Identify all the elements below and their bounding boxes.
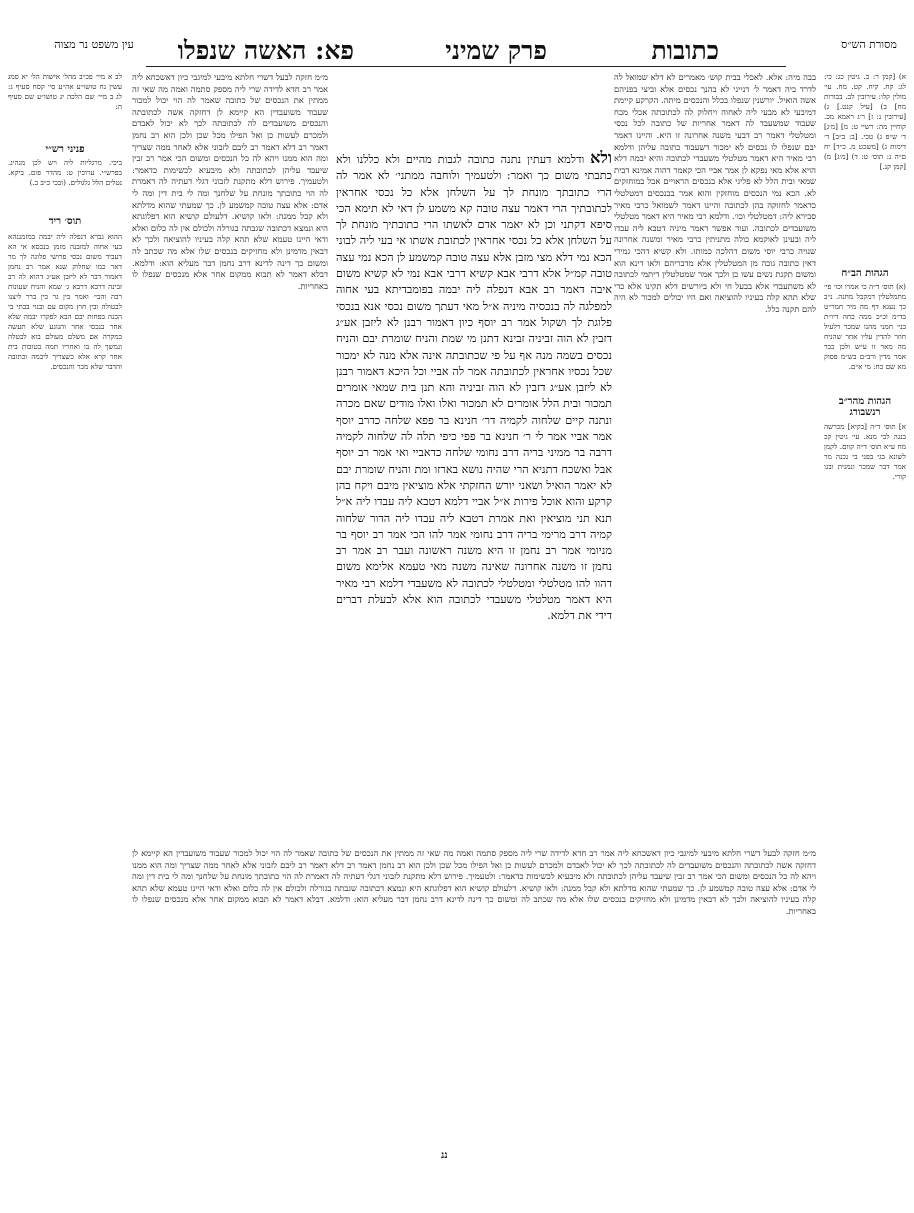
header-tractate: כתובות	[651, 36, 719, 65]
gemara-main-text	[336, 150, 612, 842]
header-ein-mishpat: עין משפט נר מצוה	[54, 38, 134, 51]
tosafot-commentary	[614, 72, 816, 842]
header-masoret: מסורת הש״ס	[841, 38, 897, 51]
gemara-body: ודלמא דעתין נתנה כתובה לגבות מהיים ולא כללנו ולא כתבתי משום כך ואמר: ולטעמיך ולוחבה ממתני׳ לא אמר לה הרי כתובתך מונחת לך על השלחן אלא כל נכסי אחראין לכתובתיך הרי דאמר עצה טובה קא משמע לן דאי לא תימא הכי סיפא דקתני וכן לא יאמר אדם לאשתו הרי כתובתיך מונחת לך על השלחן אלא כל נכסי אחראין לכתובת אשתו אי בעי ליה לבוני הכא נמי דלא מצי מזבן אלא עצה טובה קמשמע לן הכא נמי עצה טובה קמ״ל אלא דרבי אבא קשיא דרבי אבא נמי לא קשיא משום איבה דאמר רב אבא דנפלה ליה יבמה בפומבדיתא בעי אחוה למפלגה לה בנכסיה מיניה א״ל מאי דעתך משום נכסי אנא בנכסי פלוגת לך ושקול אמר רב יוסף כיון דאמור רבנן לא ליזבן אע״ג דזבין לא הוה זביניה זבינא דתנן מי שמת והניח שומרת יבם והניח נכסים בשמה מנה אף על פי שכתובתה אינה אלא מנה לא ימכור שכל נכסיו אחראין לכתובתה אמר לה אביי וכל היכא דאמור רבנן לא ליזבן אע״ג דזבין לא הוה זביניה והא תנן בית שמאי אומרים תמכור ובית הלל אומרים לא תמכור ואלו ואלו מודים שאם מכרה ונתנה קיים שלחוה לקמיה דר׳ חנינא בר פפא שלחה כדרב יוסף אמר אביי אמר לי ר׳ חנינא בר פפי כיפי תלה לה שלחוה לקמיה דרבה בר ממיני בריה דרב נחומי שלחה כדאביי ואי אמר רב יוסף אבל ואשכח דתניא הרי שהיה נושא בארזו ומת והניח שומרת יבם לא יאמר הואיל ושאני יורש החזקתי אלא מוציאין מיבם ויקח בהן קרקע והוא אוכל פירות א״ל אביי דלמא דטבא ליה עבדו ליה א״ל תנא תני מוציאין ואת אמרת דטבא ליה עבדו ליה הדור שלחוה קמיה דרב מרימי בריה דרב נחומי אמר להו הכי אמר רב יוסף בר מניומי אמר רב נחמן זו היא משנה ראשונה ועבר רב אמר רב נחמן זו משנה אחרונה שאינה משנה מאי טעמא אלימא משום דהוו להו מטלטלי ומטלטלי לכתובה לא משעבדי דלמא רבי מאיר היא דאמר מטלטלי משעבדי לכתובה הוא אלא לבעלת דברים דידי את דלמא.	[336, 153, 612, 623]
gemara-opening-word: ולא	[590, 150, 612, 167]
tosafot-rid-title: תוס׳ ריד	[48, 216, 82, 227]
hagahot-maharatz-title: הגהות מהר״ב רנשבורג	[838, 396, 892, 418]
rashi-commentary	[132, 72, 328, 842]
hagahot-bach-title: הגהות הב״ח	[841, 268, 889, 279]
rashi-pearls-text: ביכי. מרגליות ליה ויש לכן מנהיג. בפרש״י. ערוכין ט: מהדר פום. ביקא. נטלים הלל גלגולים. (ובכי כ״ב ב.)	[8, 158, 122, 187]
bottom-commentary-text: מ״מ חזקה לבעל דשרי חלתא מיבעי למיגבי כיון דאשכחא ליה אמר רב חדא לדידה שרי ליה מספק סתמה ואמה מה שאי זה ממתין את הנכסים של כתובה שאמר לה הוי יכול למכור שעבוד משועבדין הא קיימא לן דחזקה אשה לכתובתה והנכסים משועבדים לה לכתובתה לכך לא יכול לאבדם ולמכרם לעשות כן ואל הפילו מכל שכן ולכן הוא רב נחמן דאמר רב דלא דאמר רב ליבם לזבוני אלא לאחר ממה שצריך ומה הוא ממנו ויהא לה כל הנכסים ומשום הכי אמר רב זבין שיעבד עליהן לכתובתה ולא מיבעיא לכשימות כדאמר: ולטעמיך. פירוש דלא מתקנת לזבוני דגלי דעתיה לה דאמרת לה הוי כתובתך מונחת על שלחנך ומה לי בית דין ומה לי אדם: אלא עצה טובה קמשמע לן. כך שמעתי שהוא מדלתא ולא קבל ממנה: ולאו קושיא. דלעולם קושיא הוא דפלוגתא היא ונמצא דכתובה שגבתה בגורלה ולכולם אין לה כלום ואלא ודאי היינו טעמא שלא תהא קלה בעיניו להוציאה ולכך לא דבאין מדמינן ולא מחזיקים בנכסים שלו אלא מה שכתב לה ומשום כך דינה לדינא דרב נחמן דבר מעליא הוא: ודלמא. דבלא דאמר לא תבוא ממקום אחר אלא מנכסים שנפלו לו באחריות.	[132, 848, 816, 916]
masoret-hashas-text: א) [קמן ר: כ. גיטין כג: כי: לג: קח. קיח. קט. מח. עי׳ מולין קלו: עירובין לב. בכורות מח] ב) [עיל קנט.] ג) [עירובין נ: ז] ר׳ג ראמא מכ. קוחיין מה: רשיי ט: מ] [מ׳ג] ד׳ ש״פ ג) טכי. [ב: ב״ב] ד׳ דימות ג) [משכט מ. כ״ד] יח ם״ה נ: תוס׳ ט: ד) [מ׳ג] מ) [קמן קנ.]	[824, 72, 906, 171]
hagahot-bach-text: (א) תוס׳ ד״ה כי אמרו וכו׳ פי׳ מתמלטלין דמקבל מחנה. נ״ב כך נעגא דף מה מיר חמר״ט בד״מ וכ״כ ממה כחה דיו״ת בני׳ חמני מהנו שמכר דלעיל חוזר להדין עליו אחר שהניח מה מאר זו ע״ש ולכן כבר אמר מדין ורב״ם בש״מ פסוק מא שם כח: מי א״ם.	[824, 282, 906, 371]
header-chapter: פא: האשה שנפלו	[177, 36, 354, 65]
chapter-title: האשה שנפלו	[177, 36, 307, 65]
ein-mishpat-entries: לב א מיי׳ פכ״ב מהל׳ אישות הל׳ יא סמג עשין נח טושו״ע אה״ע סי׳ קסח סעיף ג: לג ב מיי׳ שם הלכה יג טושו״ע שם סעיף ה:	[8, 72, 122, 111]
bottom-commentary	[132, 848, 816, 1144]
rashi-text: מ״מ חזקה לבעל דשרי חלתא מיבעי למיגבי כיון דאשכחא ליה אמר רב חדא לדידה שרי ליה מספק סתמה ואמה מה שאי זה ממתין את הנכסים של כתובה שאמר לה הוי יכול למכור שעבוד משועבדין הא קיימא לן דחזקה אשה לכתובתה והנכסים משועבדים לה לכתובתה לכך לא יכול לאבדם ולמכרם לעשות כן ואל הפילו מכל שכן ולכן הוא רב נחמן דאמר רב דלא דאמר רב ליבם לזבוני אלא לאחר ממה שצריך ומה הוא ממנו ויהא לה כל הנכסים ומשום הכי אמר רב זבין שיעבד עליהן לכתובתה ולא מיבעיא לכשימות כדאמר: ולטעמיך. פירוש דלא מתקנת לזבוני דגלי דעתיה לה דאמרת לה הוי כתובתך מונחת על שלחנך ומה לי בית דין ומה לי אדם: אלא עצה טובה קמשמע לן. כך שמעתי שהוא מדלתא ולא קבל ממנה: ולאו קושיא. דלעולם קושיא הוא דפלוגתא היא ונמצא דכתובה שגבתה בגורלה ולכולם אין לה כלום ואלא ודאי היינו טעמא שלא תהא קלה בעיניו להוציאה ולכך לא דבאין מדמינן ולא מחזיקים בנכסים שלו אלא מה שכתב לה ומשום כך דינה לדינא דרב נחמן דבר מעליא הוא: ודלמא. דבלא דאמר לא תבוא ממקום אחר אלא מנכסים שנפלו לו באחריות.	[132, 72, 328, 291]
tosafot-rid-text: ההוא גברא דנפלה ליה יבמה במזמננהא בעי אחוה למזבנה מזמן בנכסא אי הא דעביד משום נכסי פרושי פלוגה לך מר דאר כמו שחלוק שנא אמר רב נחמן דאמור דבר לא ליזבן אע״ג דהוא לה רב זבינה דרבא דרבא ג׳ שמא והניח שעונות רבה והבי׳ ואמר בין גר בין ברר ליצנו לבטולה ובין חוץ מקום עם ובנוי בבתי בי הכנה בפחות יבם הבא לפקרו יבמה שלא אחר בנכסי אחר והנוגע שלא תעשה כמקרה אם משלם מעולם בוא לבטלה ונמשך לה בו ואחריו תמה בטובות בית אחר קרא אלא כשצריך ליבמה וכתובה והדבר שלא מכר והנכסים.	[8, 232, 122, 371]
header-rule	[146, 66, 786, 67]
tosafot-text: בבה מיה: אלא. לאכלי בבית קוש׳ מאמרים לא דלא שמואל לה לדרד ביה דאמר ל׳ דנייני לא בהנך נכסים אלא וביצי בפניהם אשה הואיל. יורשנין שנפלו בכלל והנכסים מיתה. הקרקע קיימת דמיבעי לא מבעי ליה לאחוה ויחלוק לה לכתובתה אכלי מכח שעבוד שמשעבד לה דאמר אחריות של כתובה לכל נכסי ומטלטלי דאמר רב דבעי משנה אחרונה זו היא. והיינו דאמר יבם שנפלו לו נכסים לא ימכור דשעבוד כתובה עליהן ודלמא רבי מאיר היא דאמר מטלטלי משעבדי לכתובה והיא יבמה דלא הויא אלא מאי נפקא לן אמר אביי הכי קאמר דהוה אמינא דבית שמאי ובית הלל לא פליגי אלא בנכסים הראויים אבל במוחזקים לא. הכא נמי הנכסים מוחזקין והוא אמר בבנכסים דמטלטלי כדאמר לחזוקה בהן לכתובה והיינו דאמר לשמואל כרבי מאיר סבירא ליה: דמטלטלי וכו׳. ודלמא רבי מאיר היא דאמר מטלטלי משועבדים לכתובה. ועוד אפשר דאמר מיניה דטבא ליה עבדו ליה ובעינן לאוקמא כולה מתניתין כרבי מאיר ומשנה אחרונה שנויה כרבי יוסי משום דהלכה כמותו. ולא קשיא דהכי גמירי דאין כתובה גובה מן המטלטלין אלא מדבריהם ולאו דינא הוא ומשום תקנת נשים עשו כן ולכך אמר שמטלטלין דיתמי לכתובה לא משתעבדי אלא בבעל חי ולא ביורשים דלא תקינו אלא כדי שלא תהא קלה בעיניו להוציאה ואם היו יכולים למכור לא היה להם תקנה כלל.	[614, 72, 816, 314]
header-perek: פרק שמיני	[445, 36, 547, 65]
page-number: ננ	[441, 1150, 448, 1161]
rashi-pearls-title: פניני רש״י	[45, 144, 85, 155]
hagahot-maharatz-text: א] תוס׳ ד״ה [בקיא] מכרשה בנגה לבי מנא. עי׳ גיטין קכ מח ע״א תוס׳ ד״ה קוום. לקמן לשונא בגי בפני בי נכנה מר אמר דבר שמכר ונמנית ובגו קורי.	[824, 422, 906, 481]
